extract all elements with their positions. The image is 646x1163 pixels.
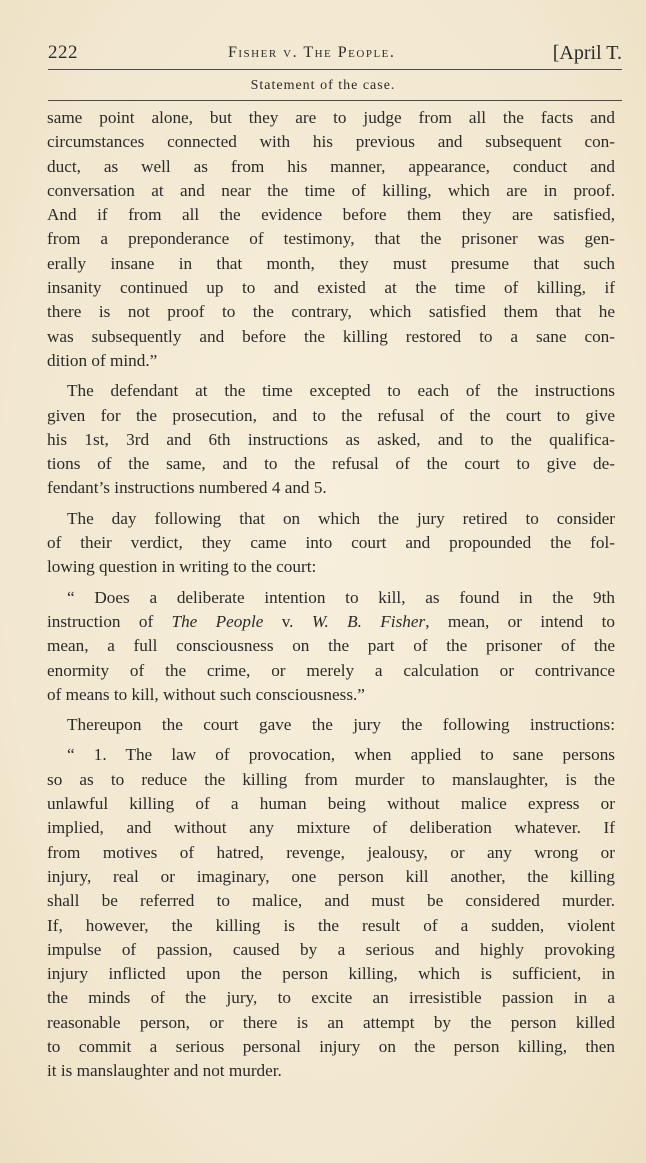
paragraph-court-response xyxy=(47,713,615,737)
text-line: to commit a serious personal injury on the person killing, then xyxy=(47,1036,615,1056)
text-line: given for the prosecution, and to the refusal of the court to give xyxy=(47,405,615,425)
text-line: so as to reduce the killing from murder to manslaughter, is the xyxy=(47,769,615,789)
text-line: of their verdict, they came into court and propounded the fol- xyxy=(47,533,615,553)
text-line: lowing question in writing to the court: xyxy=(47,557,317,577)
caption-rule xyxy=(48,100,622,101)
header-rule xyxy=(48,69,622,70)
text-line: insanity continued up to and existed at the time of killing, if xyxy=(47,278,615,298)
text-line: erally insane in that month, they must presume that such xyxy=(47,253,615,273)
text-line: The defendant at the time excepted to each of the instructions xyxy=(67,381,615,401)
text-line: of means to kill, without such consciousness.” xyxy=(47,684,365,704)
paragraph-jury-question xyxy=(47,507,615,580)
text-line: reasonable person, or there is an attempt by the person killed xyxy=(47,1012,615,1032)
paragraph-quoted-question xyxy=(47,586,615,707)
paragraph-continuation xyxy=(47,106,615,373)
text-line: from motives of hatred, revenge, jealousy, or any wrong or xyxy=(47,842,615,862)
text-line: If, however, the killing is the result of a sudden, violent xyxy=(47,915,615,935)
text-line: enormity of the crime, or merely a calculation or contrivance xyxy=(47,660,615,680)
text-line: dition of mind.” xyxy=(47,350,158,370)
page-number: 222 xyxy=(48,42,78,63)
text-line: injury, real or imaginary, one person kill another, the killing xyxy=(47,866,615,886)
text-line: conversation at and near the time of killing, which are in proof. xyxy=(47,180,615,200)
text-line: there is not proof to the contrary, which satisfied them that he xyxy=(47,302,615,322)
text-line: “ 1. The law of provocation, when applied to sane persons xyxy=(67,745,615,765)
text-line: from a preponderance of testimony, that the prisoner was gen- xyxy=(47,229,615,249)
text-line: The day following that on which the jury retired to consider xyxy=(67,508,615,528)
text-line: injury inflicted upon the person killing, which is sufficient, in xyxy=(47,964,615,984)
text-line: And if from all the evidence before them they are satisfied, xyxy=(47,205,615,225)
section-caption: Statement of the case. xyxy=(250,78,396,93)
text-line: fendant’s instructions numbered 4 and 5. xyxy=(47,478,327,498)
text-line: circumstances connected with his previous and subsequent con- xyxy=(47,132,615,152)
running-title: Fisher v. The People. xyxy=(228,44,396,61)
term-label: [April T. xyxy=(552,42,622,64)
text-line: shall be referred to malice, and must be considered murder. xyxy=(47,891,615,911)
text-line: instruction of The People v. W. B. Fisher, mean, or intend to xyxy=(47,611,615,631)
text-line: tions of the same, and to the refusal of the court to give de- xyxy=(47,454,615,474)
paragraph-instruction-1 xyxy=(47,743,615,1083)
running-head xyxy=(48,38,622,68)
text-line: his 1st, 3rd and 6th instructions as asked, and to the qualifica- xyxy=(47,429,615,449)
text-line: duct, as well as from his manner, appearance, conduct and xyxy=(47,156,615,176)
text-line: the minds of the jury, to excite an irresistible passion in a xyxy=(47,988,615,1008)
text-line: mean, a full consciousness on the part of the prisoner of the xyxy=(47,636,615,656)
text-line: implied, and without any mixture of deliberation whatever. If xyxy=(47,818,615,838)
text-line: impulse of passion, caused by a serious and highly provoking xyxy=(47,939,615,959)
text-line: was subsequently and before the killing restored to a sane con- xyxy=(47,326,615,346)
paragraph-exceptions xyxy=(47,379,615,500)
text-line: same point alone, but they are to judge from all the facts and xyxy=(47,108,615,127)
text-line: unlawful killing of a human being without malice express or xyxy=(47,794,615,814)
text-line: Thereupon the court gave the jury the following instructions: xyxy=(67,715,615,735)
text-line: “ Does a deliberate intention to kill, as found in the 9th xyxy=(67,587,615,607)
body-text xyxy=(47,106,615,1084)
text-line: it is manslaughter and not murder. xyxy=(47,1061,282,1081)
